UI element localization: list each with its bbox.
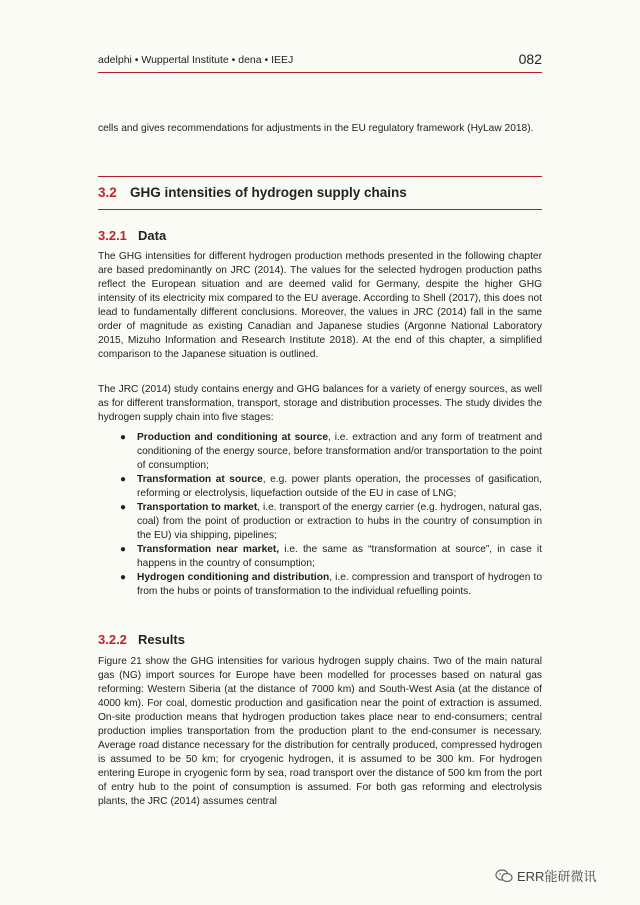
list-item-text: , e.g. power plants operation, the processes of gasification, reforming or electrolysis, liquefaction outside of the EU in case of LNG; (137, 474, 542, 499)
header-organizations: adelphi • Wuppertal Institute • dena • IEEJ (98, 54, 294, 66)
wechat-icon (495, 869, 513, 883)
page-header (98, 52, 542, 73)
list-item-term: Hydrogen conditioning and distribution (137, 572, 330, 583)
bullet-icon: ● (120, 474, 127, 485)
list-item-term: Transformation at source (137, 474, 263, 485)
intro-paragraph (98, 122, 542, 136)
list-item-term: Transformation near market, (137, 544, 280, 555)
watermark (495, 866, 596, 885)
bullet-icon: ● (120, 502, 127, 513)
list-item (98, 543, 542, 571)
watermark-text: ERR能研微讯 (517, 869, 597, 884)
paragraph-text: The GHG intensities for different hydrogen production methods presented in the following chapter are based predominantly on JRC (2014). The values for the selected hydrogen production paths reflect the European situation and are deemed valid for Germany, despite the higher GHG intensity of its electricity mix compared to the EU average. According to Shell (2017), this does not lead to fundamentally different conclusions. Moreover, the values in JRC (2014) fall in the same order of magnitude as existing Canadian and Japanese studies (Argonne National Laboratory 2015, Mizuho Information and Research Institute 2018). At the end of this chapter, a simplified comparison to the Japanese situation is outlined. (98, 251, 542, 360)
subsection-number: 3.2.2 (98, 632, 127, 647)
list-item (98, 431, 542, 473)
bullet-icon: ● (120, 544, 127, 555)
subsection-heading-data (98, 228, 166, 243)
subsection-heading-results (98, 632, 185, 647)
subsection-title: Data (138, 228, 167, 243)
intro-text: cells and gives recommendations for adjustments in the EU regulatory framework (HyLaw 2018). (98, 123, 534, 134)
subsection-title: Results (138, 632, 185, 647)
section-heading (98, 176, 542, 210)
supply-chain-stages-list (98, 431, 542, 599)
list-item-text: , i.e. extraction and any form of treatment and conditioning of the energy source, before transformation and/or transportation to the point of consumption; (137, 432, 542, 471)
paragraph-text: Figure 21 show the GHG intensities for various hydrogen supply chains. Two of the main natural gas (NG) import sources for Europe have been modelled for processes based on natural gas reforming: Western Siberia (at the distance of 7000 km) and South-West Asia (at the distance of 4000 km). For coal, domestic production and gasification near the point of extraction is assumed. On-site production means that hydrogen production takes place near to end-consumers; central production implies transportation from the production plant to the end-consumer is necessary. Average road distance necessary for the distribution for centrally produced, compressed hydrogen is assumed to be 50 km; for cryogenic hydrogen, it is assumed to be 300 km. For hydrogen entering Europe in cryogenic form by sea, road transport over the distance of 500 km from the port of entry hub to the point of consumption is assumed. For both gas reforming and electrolysis plants, the JRC (2014) assumes central (98, 656, 542, 807)
subsection-number: 3.2.1 (98, 228, 127, 243)
bullet-icon: ● (120, 432, 127, 443)
list-item-term: Transportation to market (137, 502, 258, 513)
section-number: 3.2 (98, 185, 117, 200)
results-paragraph (98, 655, 542, 809)
page-number: 082 (518, 51, 542, 67)
list-item-text: , i.e. transport of the energy carrier (e.g. hydrogen, natural gas, coal) from the point of production or extraction to hubs in the country of consumption in the EU) via shipping, pipelines; (137, 502, 543, 541)
data-paragraph-1 (98, 250, 542, 362)
list-item-term: Production and conditioning at source (137, 432, 328, 443)
section-title: GHG intensities of hydrogen supply chains (130, 185, 407, 200)
list-item-text: i.e. the same as “transformation at source”, in case it happens in the country of consumption; (137, 544, 542, 569)
list-item (98, 501, 542, 543)
paragraph-text: The JRC (2014) study contains energy and GHG balances for a variety of energy sources, as well as for different transformation, transport, storage and distribution processes. The study divides the hydrogen supply chain into five stages: (98, 384, 542, 423)
list-item (98, 473, 542, 501)
list-item (98, 571, 542, 599)
data-paragraph-2 (98, 383, 542, 425)
bullet-icon: ● (120, 572, 127, 583)
list-item-text: , i.e. compression and transport of hydrogen to from the hubs or points of transformation to the individual refuelling points. (137, 572, 542, 597)
